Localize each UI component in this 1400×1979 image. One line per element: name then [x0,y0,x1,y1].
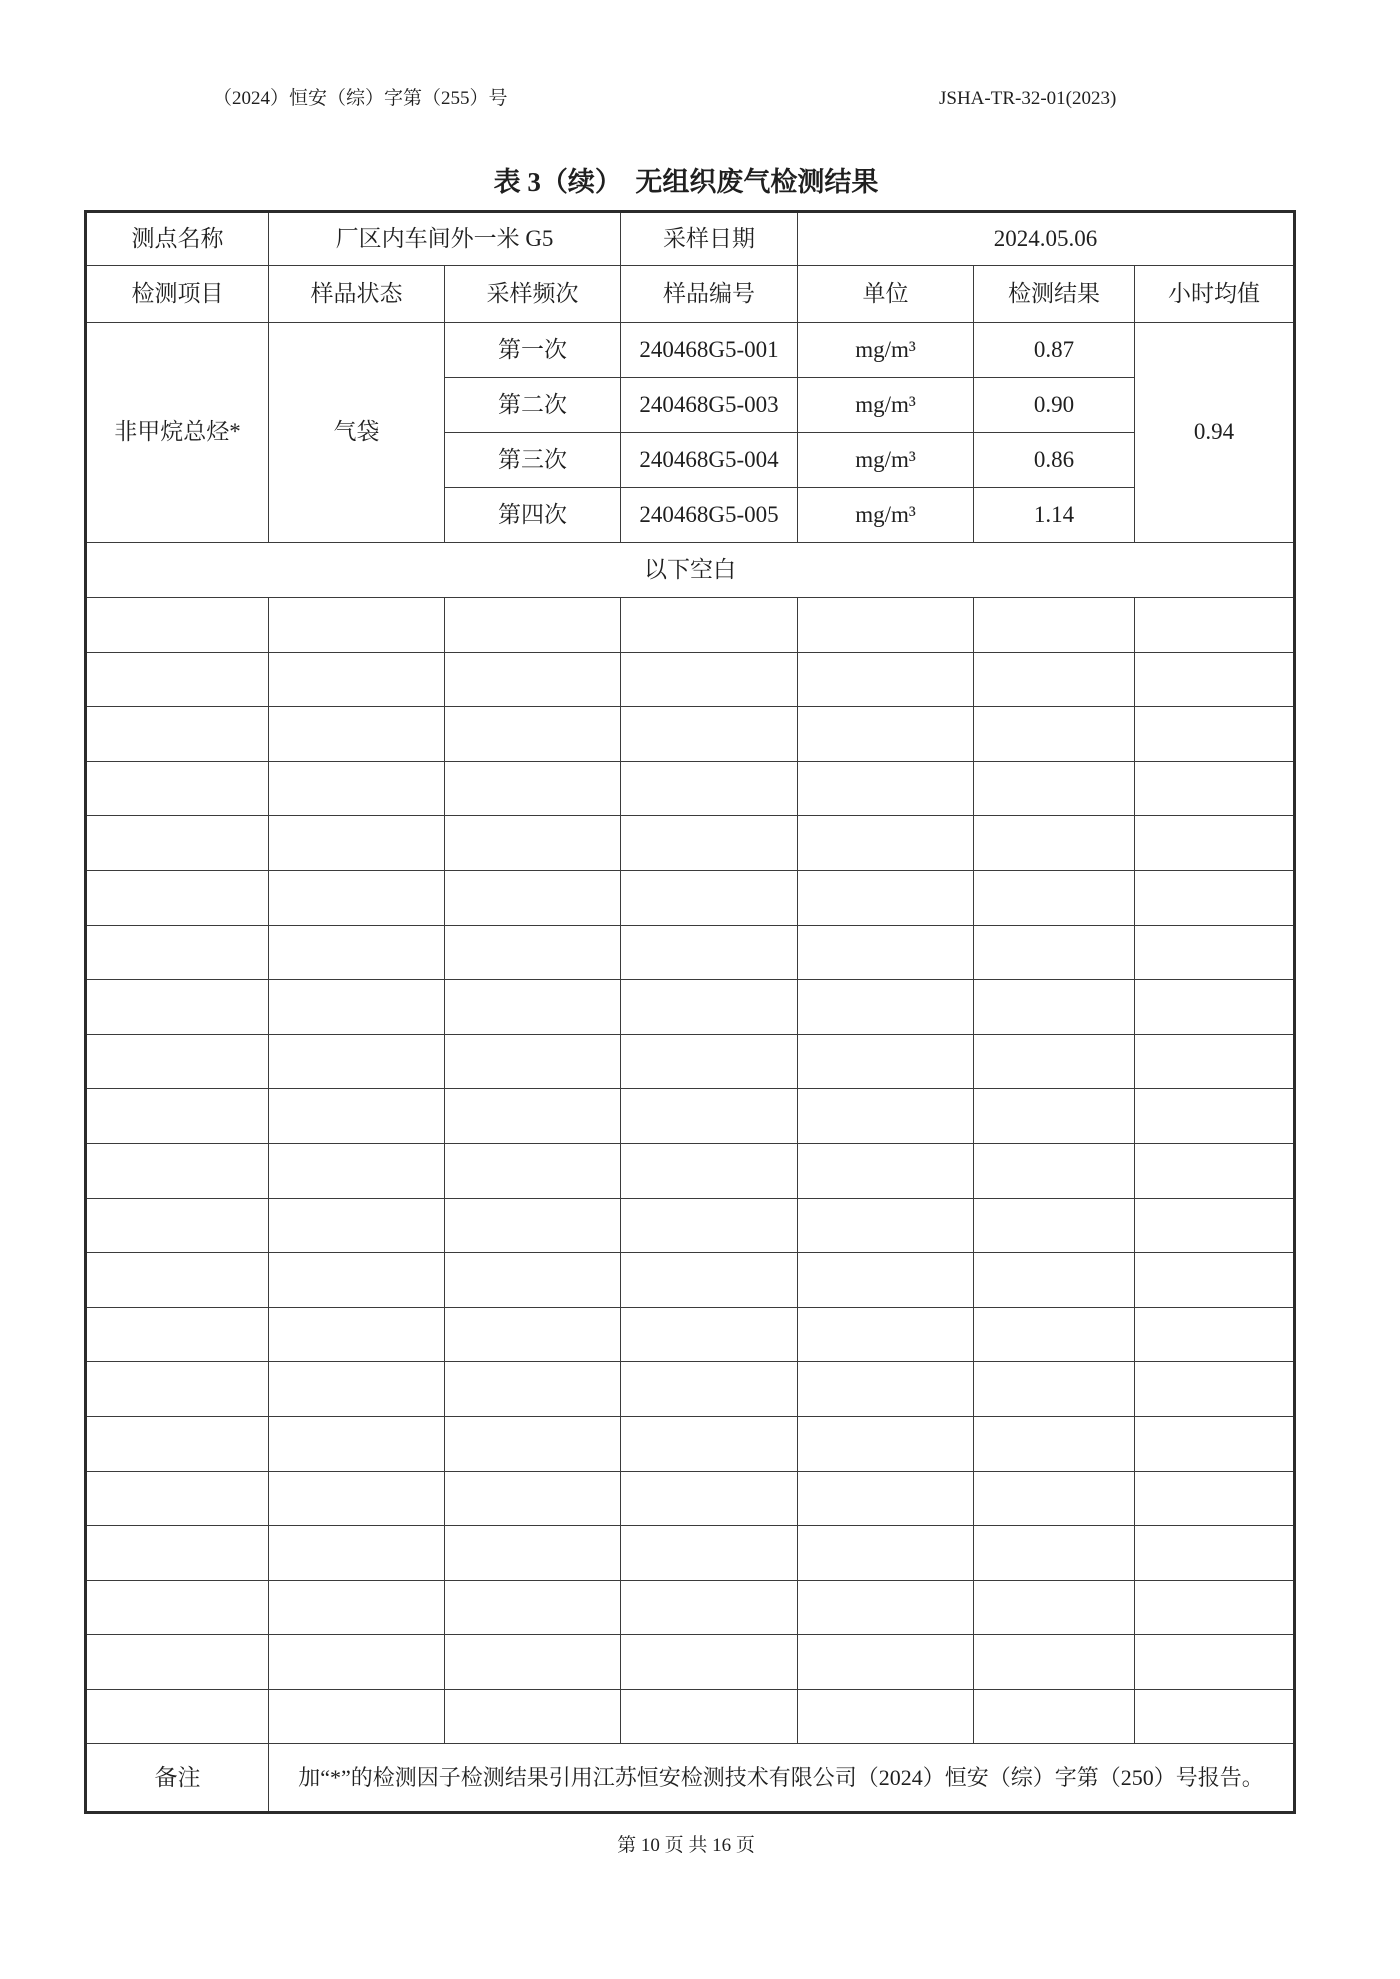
blank-cell [269,761,445,816]
blank-cell [269,1635,445,1690]
blank-row [86,1143,1295,1198]
blank-cell [269,1307,445,1362]
blank-cell [798,1143,974,1198]
blank-cell [1135,925,1295,980]
blank-cell [86,598,269,653]
blank-cell [445,761,621,816]
blank-row [86,652,1295,707]
blank-cell [1135,1089,1295,1144]
sample-frequency: 第四次 [445,488,621,543]
blank-cell [86,1471,269,1526]
blank-cell [445,1253,621,1308]
blank-cell [1135,598,1295,653]
blank-row [86,870,1295,925]
blank-cell [86,870,269,925]
blank-cell [1135,1034,1295,1089]
blank-cell [974,1034,1135,1089]
site-value: 厂区内车间外一米 G5 [269,212,621,266]
blank-cell [974,925,1135,980]
blank-cell [445,707,621,762]
blank-cell [269,1198,445,1253]
blank-cell [269,598,445,653]
blank-cell [974,1307,1135,1362]
site-label: 测点名称 [86,212,269,266]
blank-cell [621,980,798,1035]
blank-cell [798,1635,974,1690]
blank-cell [974,1689,1135,1744]
blank-cell [798,1089,974,1144]
blank-row [86,598,1295,653]
blank-cell [621,816,798,871]
blank-cell [974,1635,1135,1690]
blank-cell [269,1689,445,1744]
blank-cell [1135,1580,1295,1635]
blank-cell [86,1689,269,1744]
sample-number: 240468G5-001 [621,323,798,378]
blank-cell [1135,652,1295,707]
blank-cell [1135,1526,1295,1581]
blank-cell [445,1635,621,1690]
blank-row [86,925,1295,980]
blank-cell [798,598,974,653]
blank-cell [1135,1198,1295,1253]
blank-cell [269,1580,445,1635]
sample-unit: mg/m³ [798,323,974,378]
sample-frequency: 第一次 [445,323,621,378]
blank-cell [86,1416,269,1471]
blank-row [86,1689,1295,1744]
blank-cell [974,1198,1135,1253]
blank-cell [445,652,621,707]
blank-cell [798,1689,974,1744]
date-label: 采样日期 [621,212,798,266]
blank-cell [1135,1307,1295,1362]
blank-cell [269,1253,445,1308]
blank-cell [445,1089,621,1144]
blank-cell [974,707,1135,762]
blank-cell [974,1143,1135,1198]
blank-row [86,1471,1295,1526]
blank-row [86,816,1295,871]
blank-row [86,707,1295,762]
blank-cell [1135,1689,1295,1744]
blank-cell [86,1635,269,1690]
blank-cell [974,1580,1135,1635]
blank-cell [621,1471,798,1526]
blank-cell [445,1143,621,1198]
blank-row [86,1362,1295,1417]
blank-cell [1135,1362,1295,1417]
blank-cell [86,1580,269,1635]
blank-cell [1135,1635,1295,1690]
blank-cell [621,1635,798,1690]
blank-cell [621,1089,798,1144]
sample-state: 气袋 [269,323,445,543]
sample-result: 0.90 [974,378,1135,433]
blank-cell [798,1307,974,1362]
blank-cell [621,761,798,816]
blank-cell [86,1198,269,1253]
blank-cell [86,707,269,762]
blank-cell [621,1198,798,1253]
blank-cell [1135,761,1295,816]
blank-cell [798,652,974,707]
blank-cell [621,1253,798,1308]
blank-cell [798,1362,974,1417]
blank-cell [445,1689,621,1744]
blank-cell [621,1689,798,1744]
table-title: 表 3（续） 无组织废气检测结果 [493,167,879,197]
blank-cell [269,1143,445,1198]
blank-cell [621,652,798,707]
blank-cell [974,816,1135,871]
page-number: 第 10 页 共 16 页 [617,1835,755,1856]
blank-cell [798,980,974,1035]
column-header: 采样频次 [445,266,621,323]
blank-cell [86,1089,269,1144]
blank-cell [445,1580,621,1635]
blank-cell [445,1526,621,1581]
blank-cell [269,1362,445,1417]
sample-number: 240468G5-005 [621,488,798,543]
blank-cell [86,1526,269,1581]
blank-cell [269,1416,445,1471]
blank-cell [445,1471,621,1526]
blank-cell [974,980,1135,1035]
blank-rows [86,598,1295,1744]
column-header: 样品状态 [269,266,445,323]
sample-unit: mg/m³ [798,378,974,433]
blank-row [86,1089,1295,1144]
blank-cell [974,761,1135,816]
blank-cell [974,1471,1135,1526]
sample-result: 1.14 [974,488,1135,543]
results-table-body [86,212,1295,598]
sample-result: 0.87 [974,323,1135,378]
blank-cell [1135,1471,1295,1526]
blank-row [86,1416,1295,1471]
blank-cell [621,1362,798,1417]
blank-cell [1135,707,1295,762]
blank-cell [445,1034,621,1089]
sample-frequency: 第二次 [445,378,621,433]
blank-cell [269,1034,445,1089]
sample-result: 0.86 [974,433,1135,488]
blank-cell [86,1362,269,1417]
blank-cell [621,598,798,653]
blank-cell [621,925,798,980]
blank-cell [269,1089,445,1144]
blank-cell [621,1307,798,1362]
blank-cell [269,816,445,871]
blank-cell [445,1416,621,1471]
blank-cell [798,761,974,816]
blank-cell [445,1198,621,1253]
blank-row [86,980,1295,1035]
sample-unit: mg/m³ [798,433,974,488]
blank-cell [1135,1416,1295,1471]
blank-cell [621,870,798,925]
blank-cell [445,870,621,925]
remarks-label: 备注 [86,1744,269,1813]
date-value: 2024.05.06 [798,212,1295,266]
blank-cell [974,598,1135,653]
remarks-row [86,1744,1295,1813]
blank-cell [621,1143,798,1198]
column-header: 小时均值 [1135,266,1295,323]
blank-cell [621,1580,798,1635]
blank-cell [86,1307,269,1362]
blank-cell [974,1253,1135,1308]
blank-cell [798,1034,974,1089]
blank-row [86,1034,1295,1089]
table-row [86,323,1295,378]
blank-cell [269,707,445,762]
blank-cell [798,1471,974,1526]
blank-note-row [86,543,1295,598]
blank-cell [269,1526,445,1581]
blank-cell [798,816,974,871]
blank-cell [621,1526,798,1581]
blank-cell [445,816,621,871]
blank-cell [798,1253,974,1308]
sample-unit: mg/m³ [798,488,974,543]
blank-cell [445,1362,621,1417]
blank-cell [974,1526,1135,1581]
blank-cell [974,1089,1135,1144]
blank-cell [974,870,1135,925]
blank-cell [1135,1253,1295,1308]
blank-cell [86,925,269,980]
sample-number: 240468G5-004 [621,433,798,488]
blank-row [86,1307,1295,1362]
blank-cell [621,707,798,762]
blank-cell [86,816,269,871]
column-header: 检测项目 [86,266,269,323]
blank-cell [1135,1143,1295,1198]
blank-row [86,1580,1295,1635]
column-header-row [86,266,1295,323]
report-number: （2024）恒安（综）字第（255）号 [213,88,508,109]
blank-cell [798,707,974,762]
blank-cell [269,1471,445,1526]
blank-cell [974,652,1135,707]
blank-cell [445,1307,621,1362]
blank-cell [86,652,269,707]
blank-cell [86,980,269,1035]
blank-row [86,761,1295,816]
document-code: JSHA-TR-32-01(2023) [939,88,1117,109]
blank-cell [445,598,621,653]
blank-note: 以下空白 [86,543,1295,598]
blank-cell [974,1362,1135,1417]
column-header: 单位 [798,266,974,323]
blank-row [86,1526,1295,1581]
blank-cell [798,870,974,925]
remarks-text: 加“*”的检测因子检测结果引用江苏恒安检测技术有限公司（2024）恒安（综）字第（250）号报告。 [269,1744,1295,1813]
blank-cell [621,1034,798,1089]
blank-cell [86,1253,269,1308]
blank-row [86,1253,1295,1308]
item-name: 非甲烷总烃* [86,323,269,543]
blank-cell [86,761,269,816]
column-header: 检测结果 [974,266,1135,323]
blank-cell [269,925,445,980]
blank-cell [798,1198,974,1253]
sample-frequency: 第三次 [445,433,621,488]
blank-cell [269,980,445,1035]
blank-cell [798,1416,974,1471]
blank-cell [445,980,621,1035]
blank-cell [798,1580,974,1635]
blank-cell [621,1416,798,1471]
blank-cell [798,925,974,980]
blank-cell [798,1526,974,1581]
blank-cell [1135,980,1295,1035]
blank-cell [1135,816,1295,871]
blank-cell [445,925,621,980]
blank-cell [1135,870,1295,925]
results-table [84,210,1296,1814]
blank-row [86,1198,1295,1253]
blank-cell [86,1143,269,1198]
blank-row [86,1635,1295,1690]
blank-cell [269,870,445,925]
remarks-section [86,1744,1295,1813]
blank-cell [86,1034,269,1089]
info-row [86,212,1295,266]
column-header: 样品编号 [621,266,798,323]
sample-number: 240468G5-003 [621,378,798,433]
blank-cell [974,1416,1135,1471]
blank-cell [269,652,445,707]
hourly-average: 0.94 [1135,323,1295,543]
